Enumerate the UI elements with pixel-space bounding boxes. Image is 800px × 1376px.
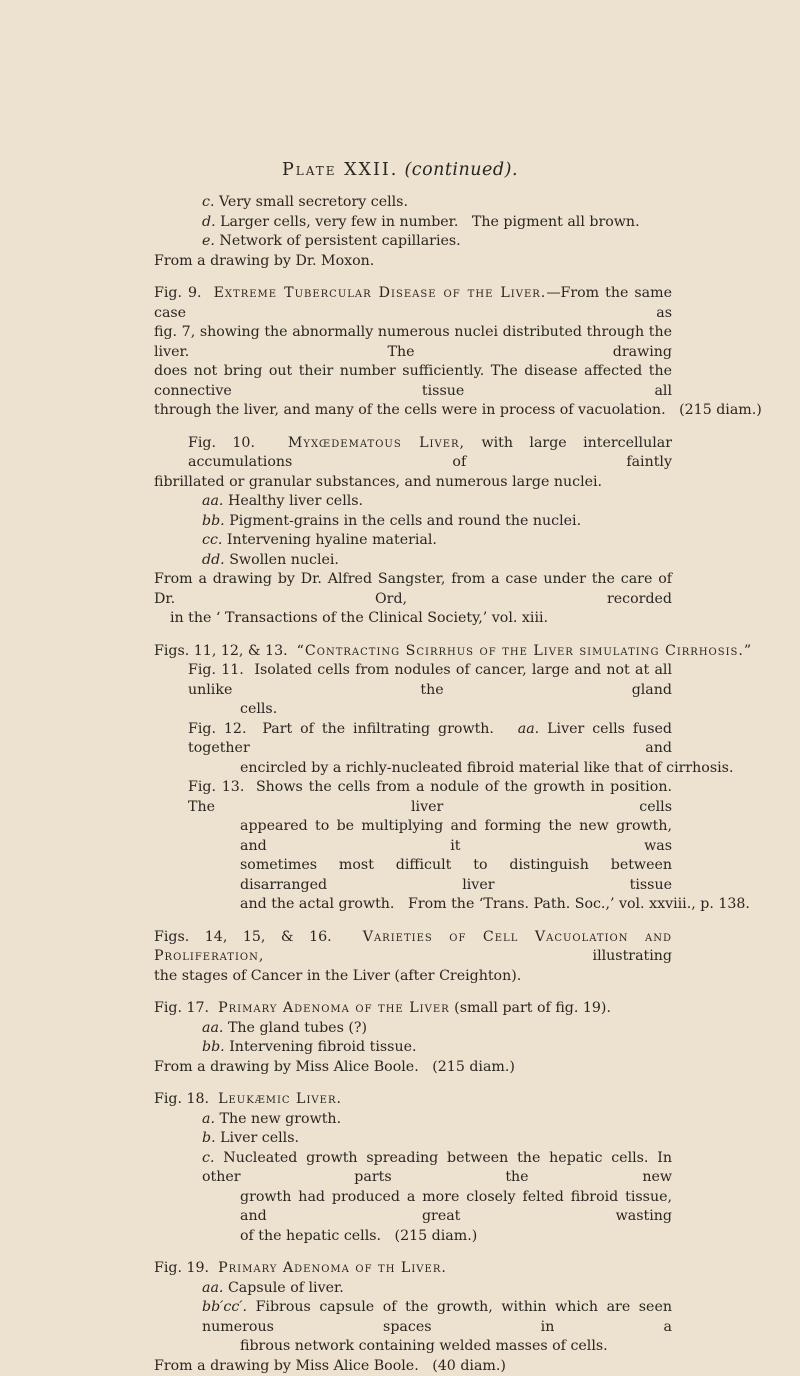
fig19-item-bb: bb′cc′. Fibrous capsule of the growth, within which are seen numerous spaces in a <box>154 1298 672 1337</box>
fig18-item-a: a. The new growth. <box>154 1110 672 1130</box>
fig18-heading: Fig. 18. Leukæmic Liver. <box>154 1090 672 1110</box>
fig9-line: does not bring out their number sufficiently. The disease affected the connective tissue all <box>154 362 672 401</box>
item-d: d. Larger cells, very few in number. The pigment all brown. <box>154 213 672 233</box>
fig10-credit: in the ‘ Transactions of the Clinical Society,’ vol. xiii. <box>154 609 672 629</box>
item-e: e. Network of persistent capillaries. <box>154 232 672 252</box>
fig13-line: and the actal growth. From the ‘Trans. Path. Soc.,’ vol. xxviii., p. 138. <box>154 895 672 915</box>
fig13-line: sometimes most difficult to distinguish between disarranged liver tissue <box>154 856 672 895</box>
fig10-line: fibrillated or granular substances, and numerous large nuclei. <box>154 473 672 493</box>
fig18-line: of the hepatic cells. (215 diam.) <box>154 1227 672 1247</box>
fig17-credit: From a drawing by Miss Alice Boole. (215 diam.) <box>154 1058 672 1078</box>
fig9-line: through the liver, and many of the cells were in process of vacuolation. (215 diam.) <box>154 401 672 421</box>
fig19-line: fibrous network containing welded masses of cells. <box>154 1337 672 1357</box>
drawing-credit: From a drawing by Dr. Moxon. <box>154 252 672 272</box>
fig18-item-c: c. Nucleated growth spreading between the hepatic cells. In other parts the new <box>154 1149 672 1188</box>
fig13-line: appeared to be multiplying and forming the new growth, and it was <box>154 817 672 856</box>
fig10-credit: From a drawing by Dr. Alfred Sangster, from a case under the care of Dr. Ord, recorded <box>154 570 672 609</box>
fig17-heading: Fig. 17. Primary Adenoma of the Liver (small part of fig. 19). <box>154 999 672 1019</box>
fig12-line: encircled by a richly-nucleated fibroid material like that of cirrhosis. <box>154 759 672 779</box>
fig18-item-b: b. Liver cells. <box>154 1129 672 1149</box>
fig19-item-aa: aa. Capsule of liver. <box>154 1279 672 1299</box>
fig11-line: Fig. 11. Isolated cells from nodules of cancer, large and not at all unlike the gland <box>154 661 672 700</box>
fig10-item-dd: dd. Swollen nuclei. <box>154 551 672 571</box>
item-c: c. Very small secretory cells. <box>154 193 672 213</box>
fig11-line: cells. <box>154 700 672 720</box>
page-title <box>0 160 800 180</box>
fig10-item-cc: cc. Intervening hyaline material. <box>154 531 672 551</box>
fig9-heading: Fig. 9. Extreme Tubercular Disease of the Liver.—From the same case as <box>154 284 672 323</box>
plate-title: Plate XXII. <box>282 160 398 180</box>
fig17-item-bb: bb. Intervening fibroid tissue. <box>154 1038 672 1058</box>
fig12-line: Fig. 12. Part of the infiltrating growth. aa. Liver cells fused together and <box>154 720 672 759</box>
fig10-item-bb: bb. Pigment-grains in the cells and round the nuclei. <box>154 512 672 532</box>
plate-description <box>154 193 672 1376</box>
fig10-item-aa: aa. Healthy liver cells. <box>154 492 672 512</box>
fig9-line: fig. 7, showing the abnormally numerous nuclei distributed through the liver. The drawing <box>154 323 672 362</box>
fig19-credit: From a drawing by Miss Alice Boole. (40 diam.) <box>154 1357 672 1376</box>
fig13-line: Fig. 13. Shows the cells from a nodule of the growth in position. The liver cells <box>154 778 672 817</box>
figs14-heading: Figs. 14, 15, & 16. Varieties of Cell Vacuolation and Proliferation, illustrating <box>154 928 672 967</box>
fig18-line: growth had produced a more closely felted fibroid tissue, and great wasting <box>154 1188 672 1227</box>
fig17-item-aa: aa. The gland tubes (?) <box>154 1019 672 1039</box>
plate-continued: (continued). <box>404 160 518 180</box>
fig10-heading: Fig. 10. Myxœdematous Liver, with large intercellular accumulations of faintly <box>154 434 672 473</box>
figs11-heading: Figs. 11, 12, & 13. “Contracting Scirrhus of the Liver simulating Cirrhosis.” <box>154 642 672 662</box>
fig19-heading: Fig. 19. Primary Adenoma of th Liver. <box>154 1259 672 1279</box>
figs14-line: the stages of Cancer in the Liver (after Creighton). <box>154 967 672 987</box>
